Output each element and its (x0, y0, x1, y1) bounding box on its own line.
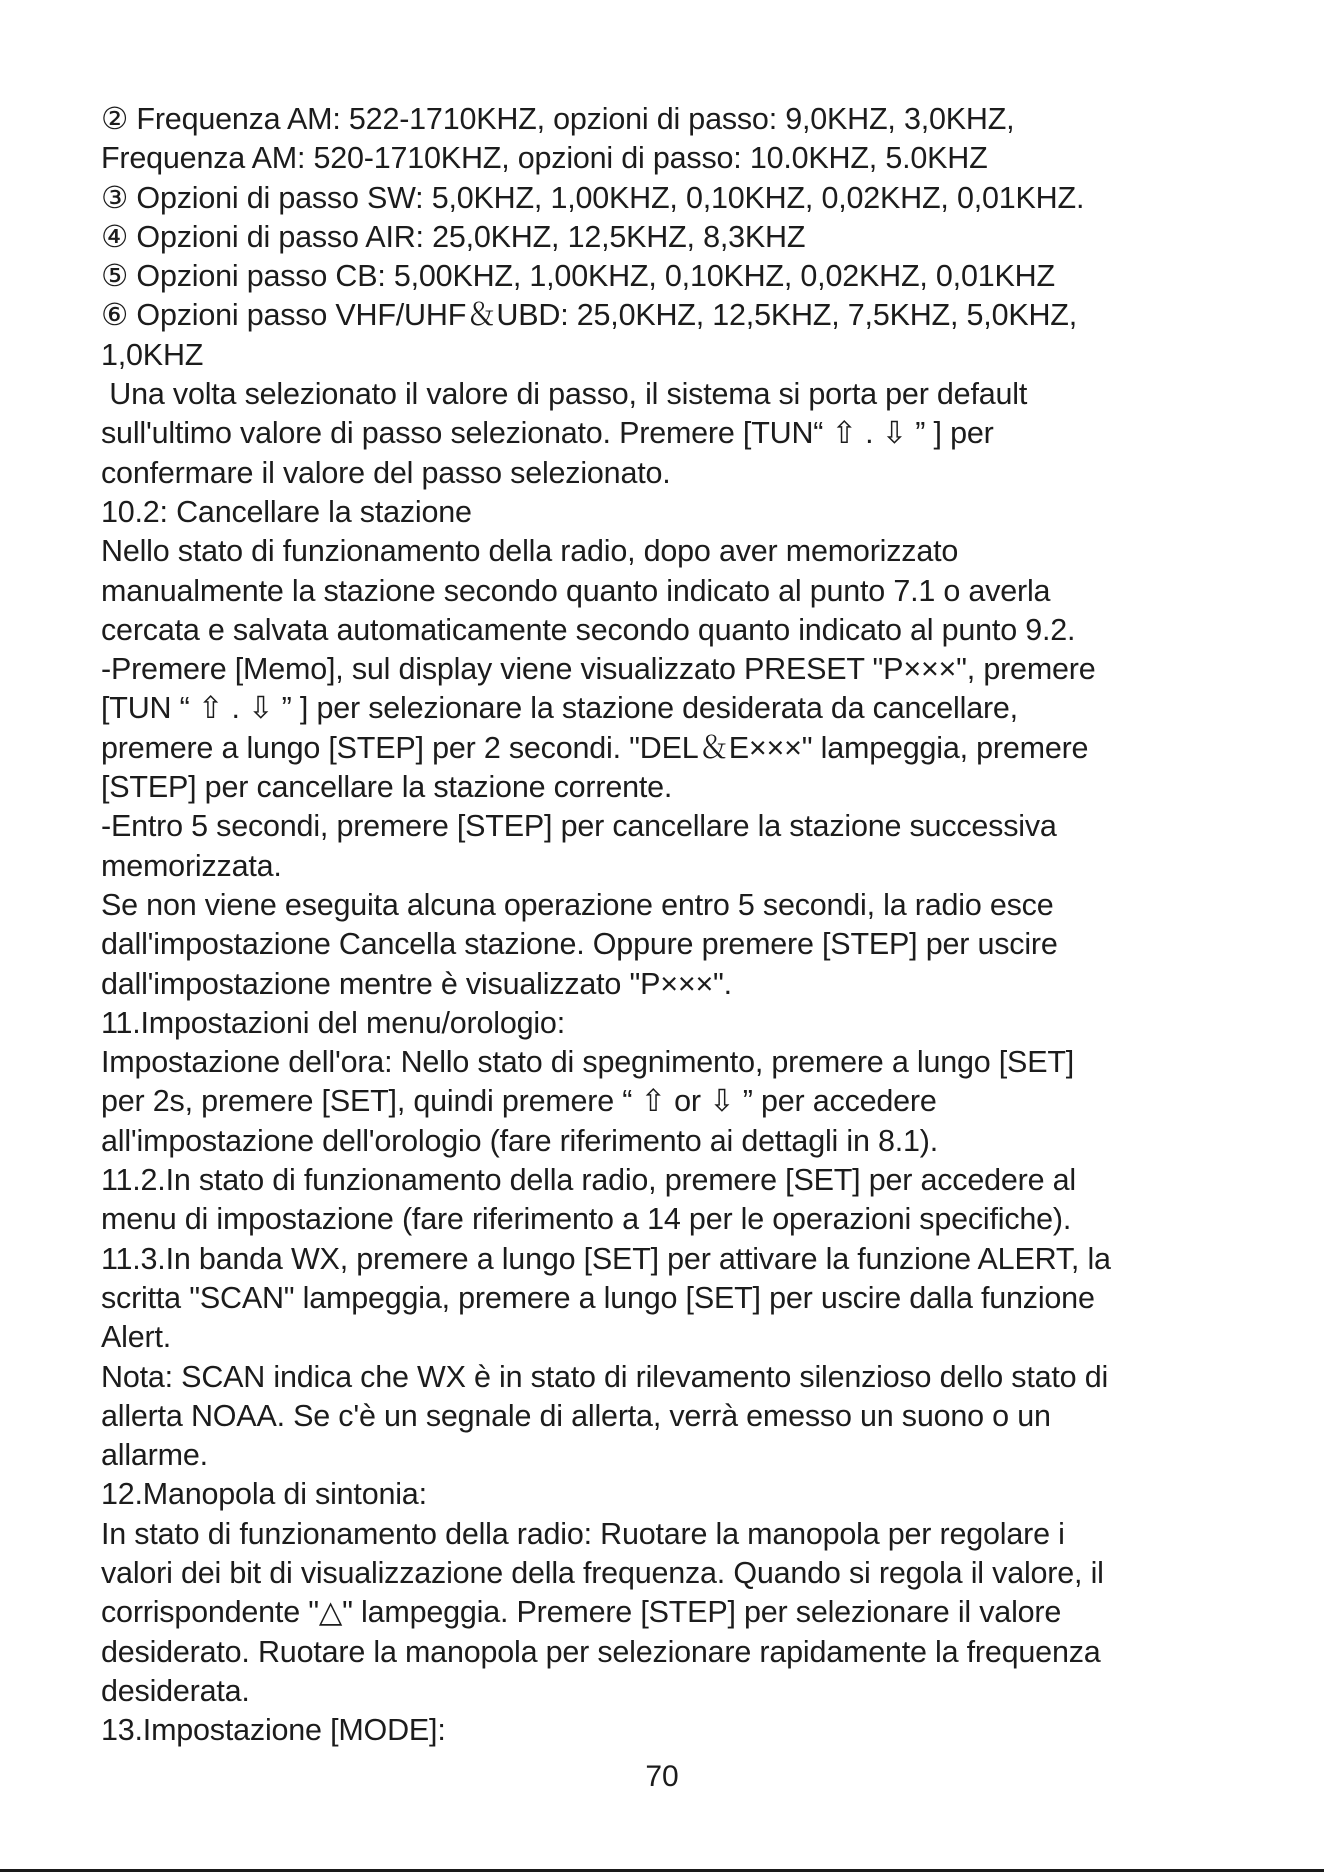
text-line: allerta NOAA. Se c'è un segnale di allerta, verrà emesso un suono o un (101, 1398, 1051, 1433)
text-line: Frequenza AM: 520-1710KHZ, opzioni di passo: 10.0KHZ, 5.0KHZ (101, 141, 988, 176)
text-line: all'impostazione dell'orologio (fare riferimento ai dettagli in 8.1). (101, 1123, 939, 1158)
text-line: menu di impostazione (fare riferimento a 14 per le operazioni specifiche). (101, 1202, 1072, 1237)
text-line: ④ Opzioni di passo AIR: 25,0KHZ, 12,5KHZ, 8,3KHZ (101, 219, 806, 254)
text-line: Una volta selezionato il valore di passo, il sistema si porta per default (101, 377, 1028, 412)
section-heading: 11.Impostazioni del menu/orologio: (101, 1005, 565, 1040)
text-line: memorizzata. (101, 848, 282, 883)
text-line: 11.3.In banda WX, premere a lungo [SET] per attivare la funzione ALERT, la (101, 1241, 1111, 1276)
section-heading: 12.Manopola di sintonia: (101, 1477, 427, 1512)
text-line: sull'ultimo valore di passo selezionato. Premere [TUN“ ⇧ . ⇩ ” ] per (101, 416, 994, 451)
text-line: 1,0KHZ (101, 337, 204, 372)
page-number: 70 (645, 1760, 679, 1793)
text-line: Nello stato di funzionamento della radio, dopo aver memorizzato (101, 534, 959, 569)
manual-page-body (101, 100, 1316, 1750)
text-line: desiderato. Ruotare la manopola per selezionare rapidamente la frequenza (101, 1634, 1101, 1669)
text-line: scritta "SCAN" lampeggia, premere a lungo [SET] per uscire dalla funzione (101, 1280, 1095, 1315)
text-line: confermare il valore del passo selezionato. (101, 455, 671, 490)
text-line: cercata e salvata automaticamente secondo quanto indicato al punto 9.2. (101, 612, 1076, 647)
text-line: corrispondente "△" lampeggia. Premere [STEP] per selezionare il valore (101, 1595, 1062, 1630)
text-line: manualmente la stazione secondo quanto indicato al punto 7.1 o averla (101, 573, 1051, 608)
text-line: ⑤ Opzioni passo CB: 5,00KHZ, 1,00KHZ, 0,10KHZ, 0,02KHZ, 0,01KHZ (101, 259, 1055, 294)
text-line: In stato di funzionamento della radio: Ruotare la manopola per regolare i (101, 1516, 1065, 1551)
text-line: ② Frequenza AM: 522-1710KHZ, opzioni di passo: 9,0KHZ, 3,0KHZ, (101, 102, 1015, 136)
text-line: dall'impostazione Cancella stazione. Oppure premere [STEP] per uscire (101, 927, 1058, 962)
text-line: valori dei bit di visualizzazione della frequenza. Quando si regola il valore, il (101, 1555, 1104, 1590)
text-line: Nota: SCAN indica che WX è in stato di rilevamento silenzioso dello stato di (101, 1359, 1109, 1394)
section-heading: 13.Impostazione [MODE]: (101, 1713, 446, 1748)
text-line: [STEP] per cancellare la stazione corrente. (101, 770, 673, 805)
text-line: ③ Opzioni di passo SW: 5,0KHZ, 1,00KHZ, 0,10KHZ, 0,02KHZ, 0,01KHZ. (101, 180, 1085, 215)
text-line: per 2s, premere [SET], quindi premere “ ⇧ or ⇩ ” per accedere (101, 1084, 937, 1119)
text-line: Impostazione dell'ora: Nello stato di spegnimento, premere a lungo [SET] (101, 1045, 1075, 1080)
text-line: allarme. (101, 1438, 208, 1473)
text-line: ⑥ Opzioni passo VHF/UHF＆UBD: 25,0KHZ, 12,5KHZ, 7,5KHZ, 5,0KHZ, (101, 298, 1078, 333)
text-line: desiderata. (101, 1673, 250, 1708)
text-line: -Entro 5 secondi, premere [STEP] per cancellare la stazione successiva (101, 809, 1057, 844)
text-line: Alert. (101, 1320, 171, 1355)
text-line: -Premere [Memo], sul display viene visualizzato PRESET "P×××", premere (101, 652, 1096, 687)
text-line: [TUN “ ⇧ . ⇩ ” ] per selezionare la stazione desiderata da cancellare, (101, 691, 1018, 726)
text-line: dall'impostazione mentre è visualizzato "P×××". (101, 966, 732, 1001)
text-line: Se non viene eseguita alcuna operazione entro 5 secondi, la radio esce (101, 887, 1054, 922)
section-heading: 10.2: Cancellare la stazione (101, 494, 472, 529)
text-line: premere a lungo [STEP] per 2 secondi. "DEL＆E×××" lampeggia, premere (101, 730, 1089, 765)
text-line: 11.2.In stato di funzionamento della radio, premere [SET] per accedere al (101, 1163, 1076, 1198)
